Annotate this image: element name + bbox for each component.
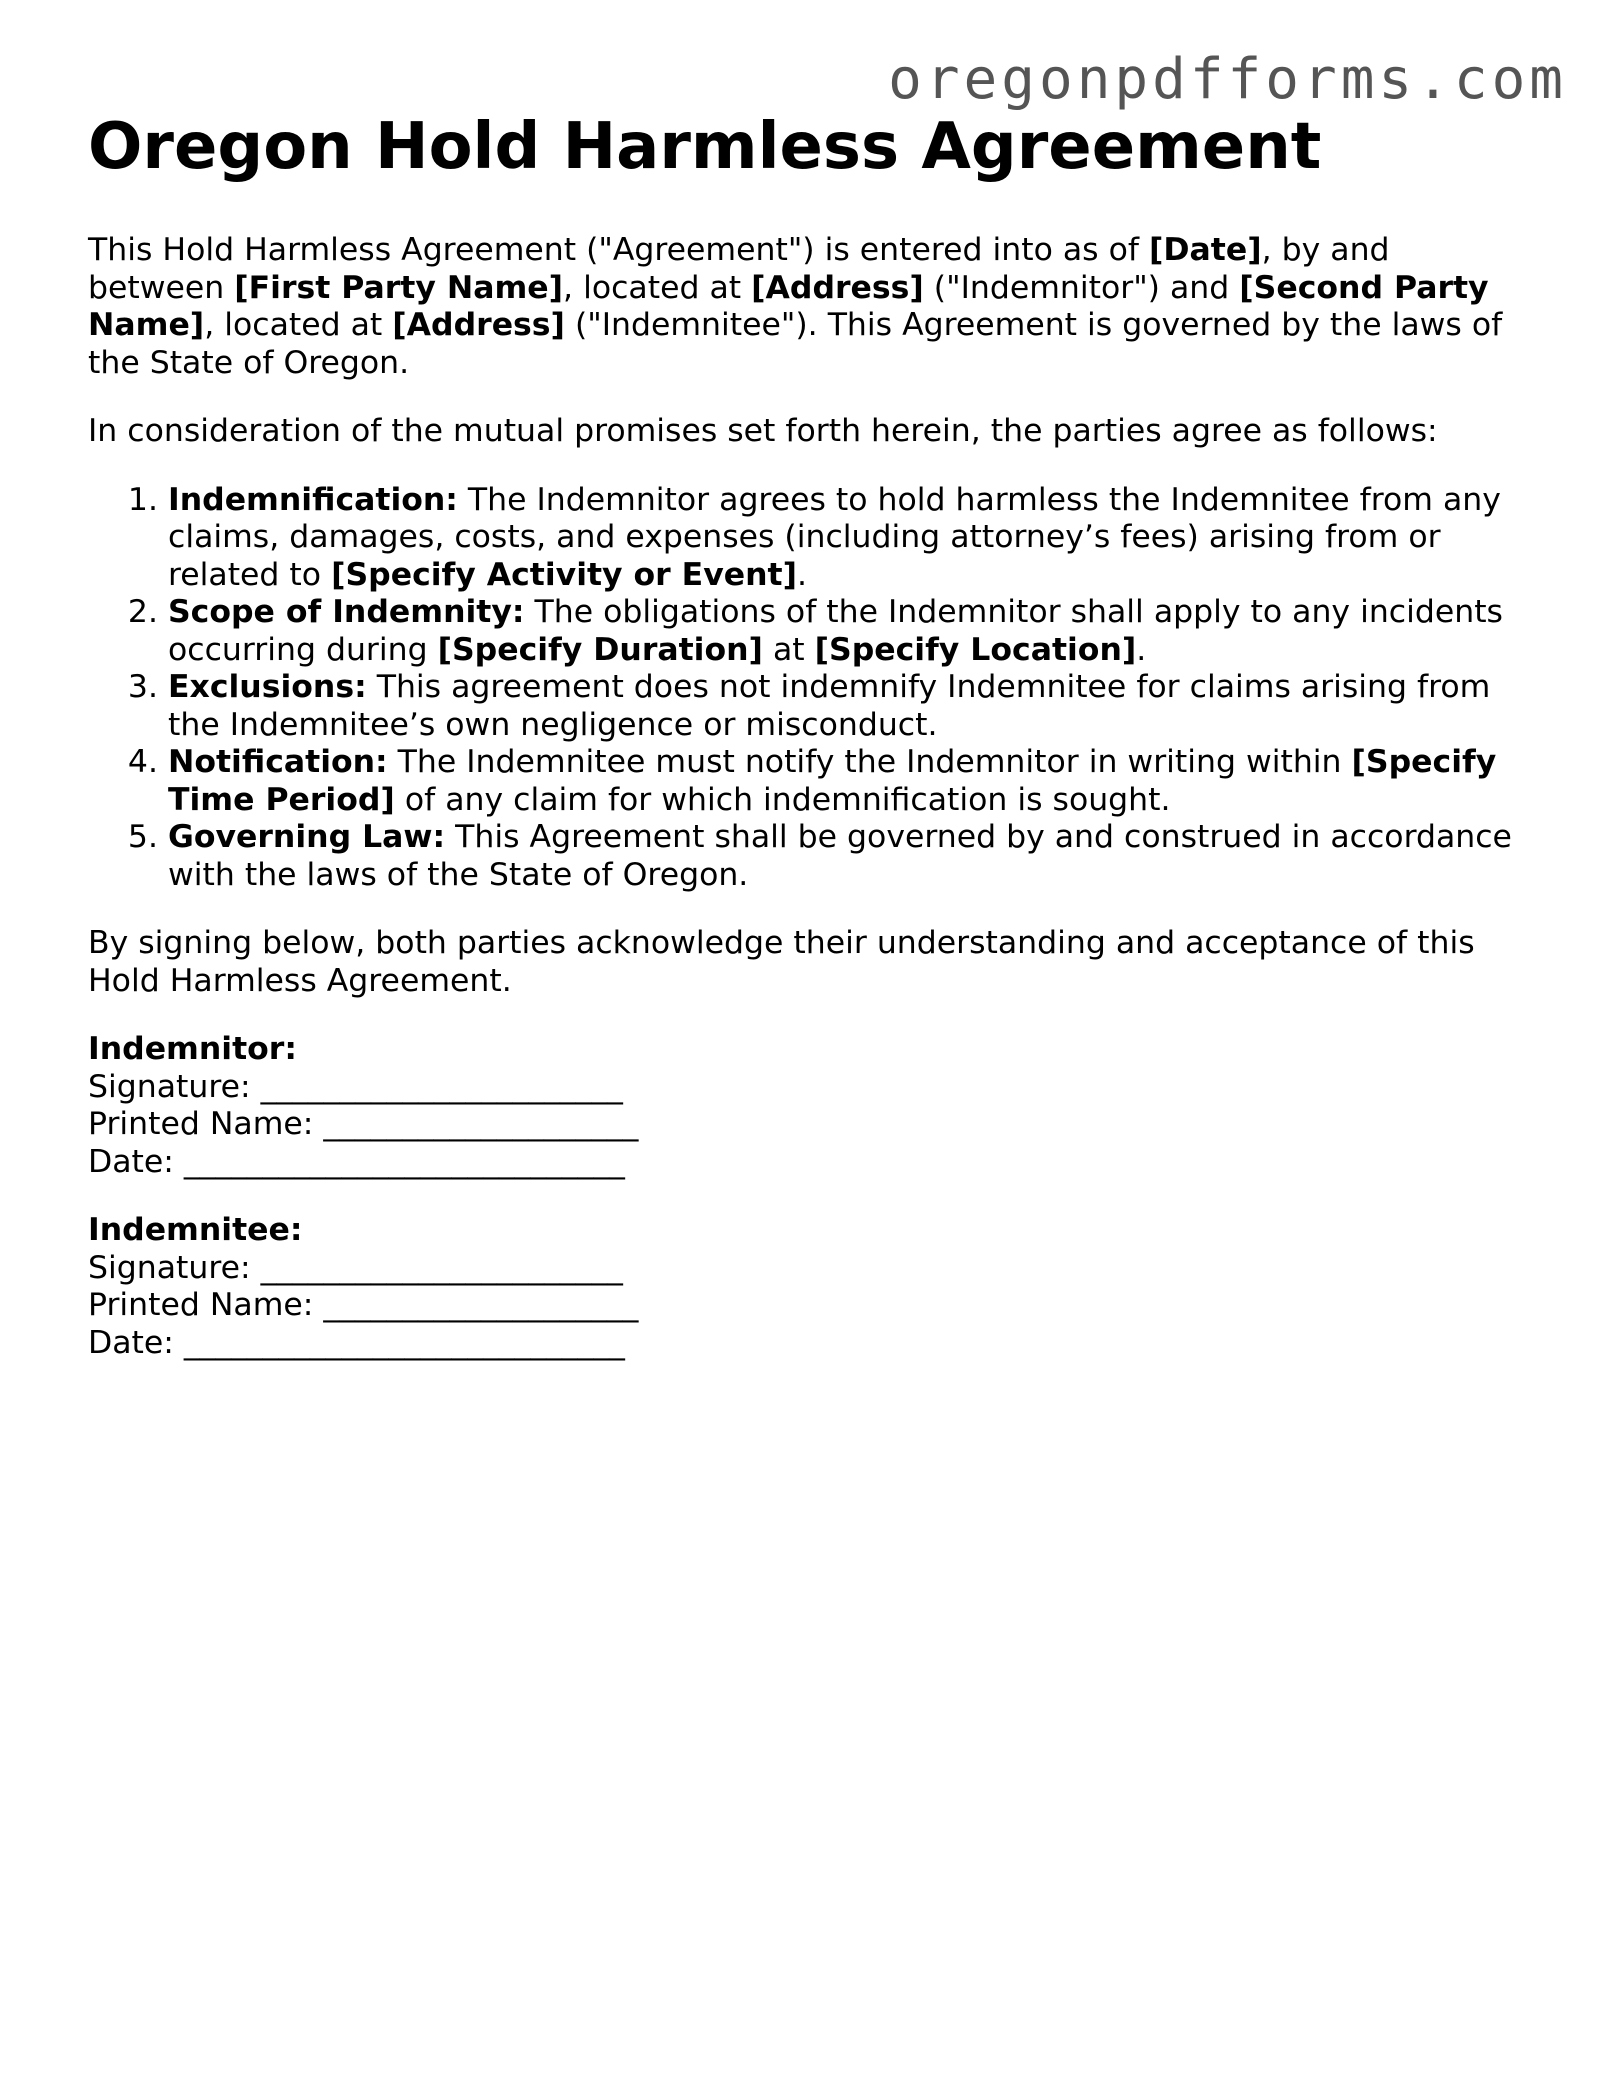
watermark: oregonpdfforms.com [888, 47, 1567, 112]
term-heading: Exclusions: [168, 669, 367, 705]
term-heading: Notification: [168, 744, 388, 780]
indemnitor-heading: Indemnitor: [88, 1031, 297, 1067]
indemnitor-signature-line[interactable]: Signature: _______________________ [88, 1068, 623, 1105]
term-indemnification: 1. Indemnification: The Indemnitor agrees to hold harmless the Indemnitee from any claims, damages, costs, and expenses (including attorney’s fees) arising from or related to [Specify Activity or Event]. [168, 482, 1528, 595]
term-heading: Governing Law: [168, 819, 446, 855]
address-placeholder: [Address] [751, 269, 924, 306]
time-period-placeholder: [Specify Time Period] [168, 744, 1497, 818]
term-heading: Scope of Indemnity: [168, 594, 525, 630]
agreement-body [88, 232, 1528, 1393]
indemnitee-heading: Indemnitee: [88, 1212, 303, 1248]
first-party-placeholder: [First Party Name] [234, 269, 564, 306]
address-placeholder: [Address] [392, 307, 565, 343]
date-placeholder: [Date] [1148, 232, 1262, 268]
indemnitee-signature-line[interactable]: Signature: _______________________ [88, 1249, 623, 1286]
consideration-paragraph: In consideration of the mutual promises set forth herein, the parties agree as follows: [88, 413, 1438, 449]
indemnitor-printed-name-line[interactable]: Printed Name: ____________________ [88, 1106, 639, 1142]
indemnitor-signature-block [88, 1031, 1528, 1181]
term-heading: Indemnification: [168, 481, 458, 518]
activity-placeholder: [Specify Activity or Event] [331, 556, 797, 593]
page-title: Oregon Hold Harmless Agreement [88, 110, 1322, 184]
term-scope: 2. Scope of Indemnity: The obligations of the Indemnitor shall apply to any incidents occurring during [Specify Duration] at [Specify Location]. [168, 594, 1528, 669]
terms-list [88, 482, 1528, 895]
second-party-placeholder: [Second Party Name] [88, 269, 1489, 343]
term-exclusions: 3. Exclusions: This agreement does not indemnify Indemnitee for claims arising from the Indemnitee’s own negligence or misconduct. [168, 669, 1528, 744]
duration-placeholder: [Specify Duration] [437, 631, 763, 668]
intro-paragraph: This Hold Harmless Agreement ("Agreement") is entered into as of [Date], by and between [First Party Name], located at [Address] ("Indemnitor") and [Second Party Name], located at [Address] ("Indemnitee"). This Agreement is governed by the laws of the State of Oregon. [88, 232, 1503, 381]
indemnitor-date-line[interactable]: Date: ____________________________ [88, 1143, 625, 1180]
indemnitee-printed-name-line[interactable]: Printed Name: ____________________ [88, 1287, 639, 1323]
location-placeholder: [Specify Location] [814, 631, 1137, 668]
term-governing-law: 5. Governing Law: This Agreement shall be governed by and construed in accordance with the laws of the State of Oregon. [168, 819, 1528, 894]
indemnitee-date-line[interactable]: Date: ____________________________ [88, 1324, 625, 1361]
acknowledgement-paragraph: By signing below, both parties acknowledge their understanding and acceptance of this Hold Harmless Agreement. [88, 925, 1475, 999]
indemnitee-signature-block [88, 1212, 1528, 1362]
term-notification: 4. Notification: The Indemnitee must notify the Indemnitor in writing within [Specify Time Period] of any claim for which indemnification is sought. [168, 744, 1528, 819]
